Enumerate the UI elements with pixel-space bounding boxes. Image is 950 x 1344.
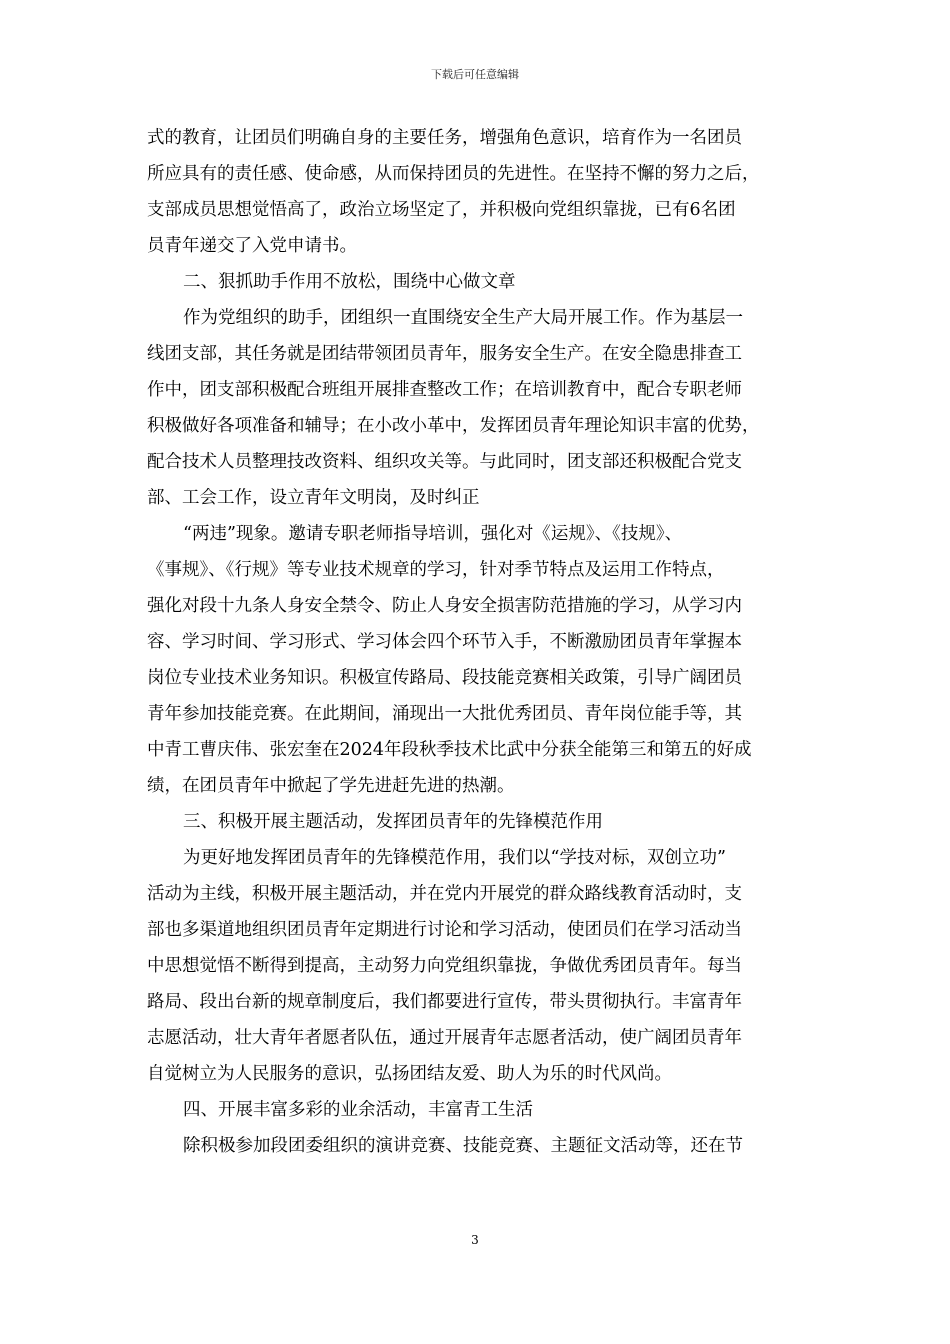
text-line: 岗位专业技术业务知识。积极宣传路局、段技能竞赛相关政策，引导广阔团员 xyxy=(147,668,742,688)
text-line: 线团支部，其任务就是团结带领团员青年，服务安全生产。在安全隐患排查工 xyxy=(147,344,742,364)
text-line: 支部成员思想觉悟高了，政治立场坚定了，并积极向党组织靠拢，已有6名团 xyxy=(147,200,736,220)
text-line: 除积极参加段团委组织的演讲竞赛、技能竞赛、主题征文活动等，还在节 xyxy=(183,1136,743,1156)
text-line: 自觉树立为人民服务的意识，弘扬团结友爱、助人为乐的时代风尚。 xyxy=(147,1064,672,1084)
text-line: 部也多渠道地组织团员青年定期进行讨论和学习活动，使团员们在学习活动当 xyxy=(147,920,742,940)
text-line: “两违”现象。邀请专职老师指导培训，强化对《运规》、《技规》、 xyxy=(183,524,683,544)
page-number: 3 xyxy=(471,1233,479,1247)
text-line: 活动为主线，积极开展主题活动，并在党内开展党的群众路线教育活动时，支 xyxy=(147,884,742,904)
text-line: 部、工会工作，设立青年文明岗，及时纠正 xyxy=(147,488,480,508)
text-line: 强化对段十九条人身安全禁令、防止人身安全损害防范措施的学习，从学习内 xyxy=(147,596,742,616)
text-line: 路局、段出台新的规章制度后，我们都要进行宣传，带头贯彻执行。丰富青年 xyxy=(147,992,742,1012)
text-line: 志愿活动，壮大青年者愿者队伍，通过开展青年志愿者活动，使广阔团员青年 xyxy=(147,1028,742,1048)
text-line: 配合技术人员整理技改资料、组织攻关等。与此同时，团支部还积极配合党支 xyxy=(147,452,742,472)
page-header: 下载后可任意编辑 xyxy=(431,68,519,81)
text-line: 《事规》、《行规》等专业技术规章的学习，针对季节特点及运用工作特点， xyxy=(147,560,725,580)
text-line: 容、学习时间、学习形式、学习体会四个环节入手，不断激励团员青年掌握本 xyxy=(147,632,742,652)
document-body xyxy=(147,120,807,1164)
text-line: 所应具有的责任感、使命感，从而保持团员的先进性。在坚持不懈的努力之后， xyxy=(147,164,760,184)
text-line: 为更好地发挥团员青年的先锋模范作用，我们以“学技对标，双创立功” xyxy=(183,848,726,868)
text-line: 绩，在团员青年中掀起了学先进赶先进的热潮。 xyxy=(147,776,515,796)
text-line: 积极做好各项准备和辅导；在小改小革中，发挥团员青年理论知识丰富的优势， xyxy=(147,416,760,436)
text-line: 式的教育，让团员们明确自身的主要任务，增强角色意识，培育作为一名团员 xyxy=(147,128,742,148)
text-line: 中思想觉悟不断得到提高，主动努力向党组织靠拢，争做优秀团员青年。每当 xyxy=(147,956,742,976)
text-line: 作中，团支部积极配合班组开展排查整改工作；在培训教育中，配合专职老师 xyxy=(147,380,742,400)
text-line: 员青年递交了入党申请书。 xyxy=(147,236,357,256)
text-line: 青年参加技能竞赛。在此期间，涌现出一大批优秀团员、青年岗位能手等，其 xyxy=(147,704,742,724)
text-line: 二、狠抓助手作用不放松，围绕中心做文章 xyxy=(183,272,516,292)
text-line: 三、积极开展主题活动，发挥团员青年的先锋模范作用 xyxy=(183,812,603,832)
text-line: 四、开展丰富多彩的业余活动，丰富青工生活 xyxy=(183,1100,533,1120)
text-line: 中青工曹庆伟、张宏奎在2024年段秋季技术比武中分获全能第三和第五的好成 xyxy=(147,740,752,760)
text-line: 作为党组织的助手，团组织一直围绕安全生产大局开展工作。作为基层一 xyxy=(183,308,743,328)
